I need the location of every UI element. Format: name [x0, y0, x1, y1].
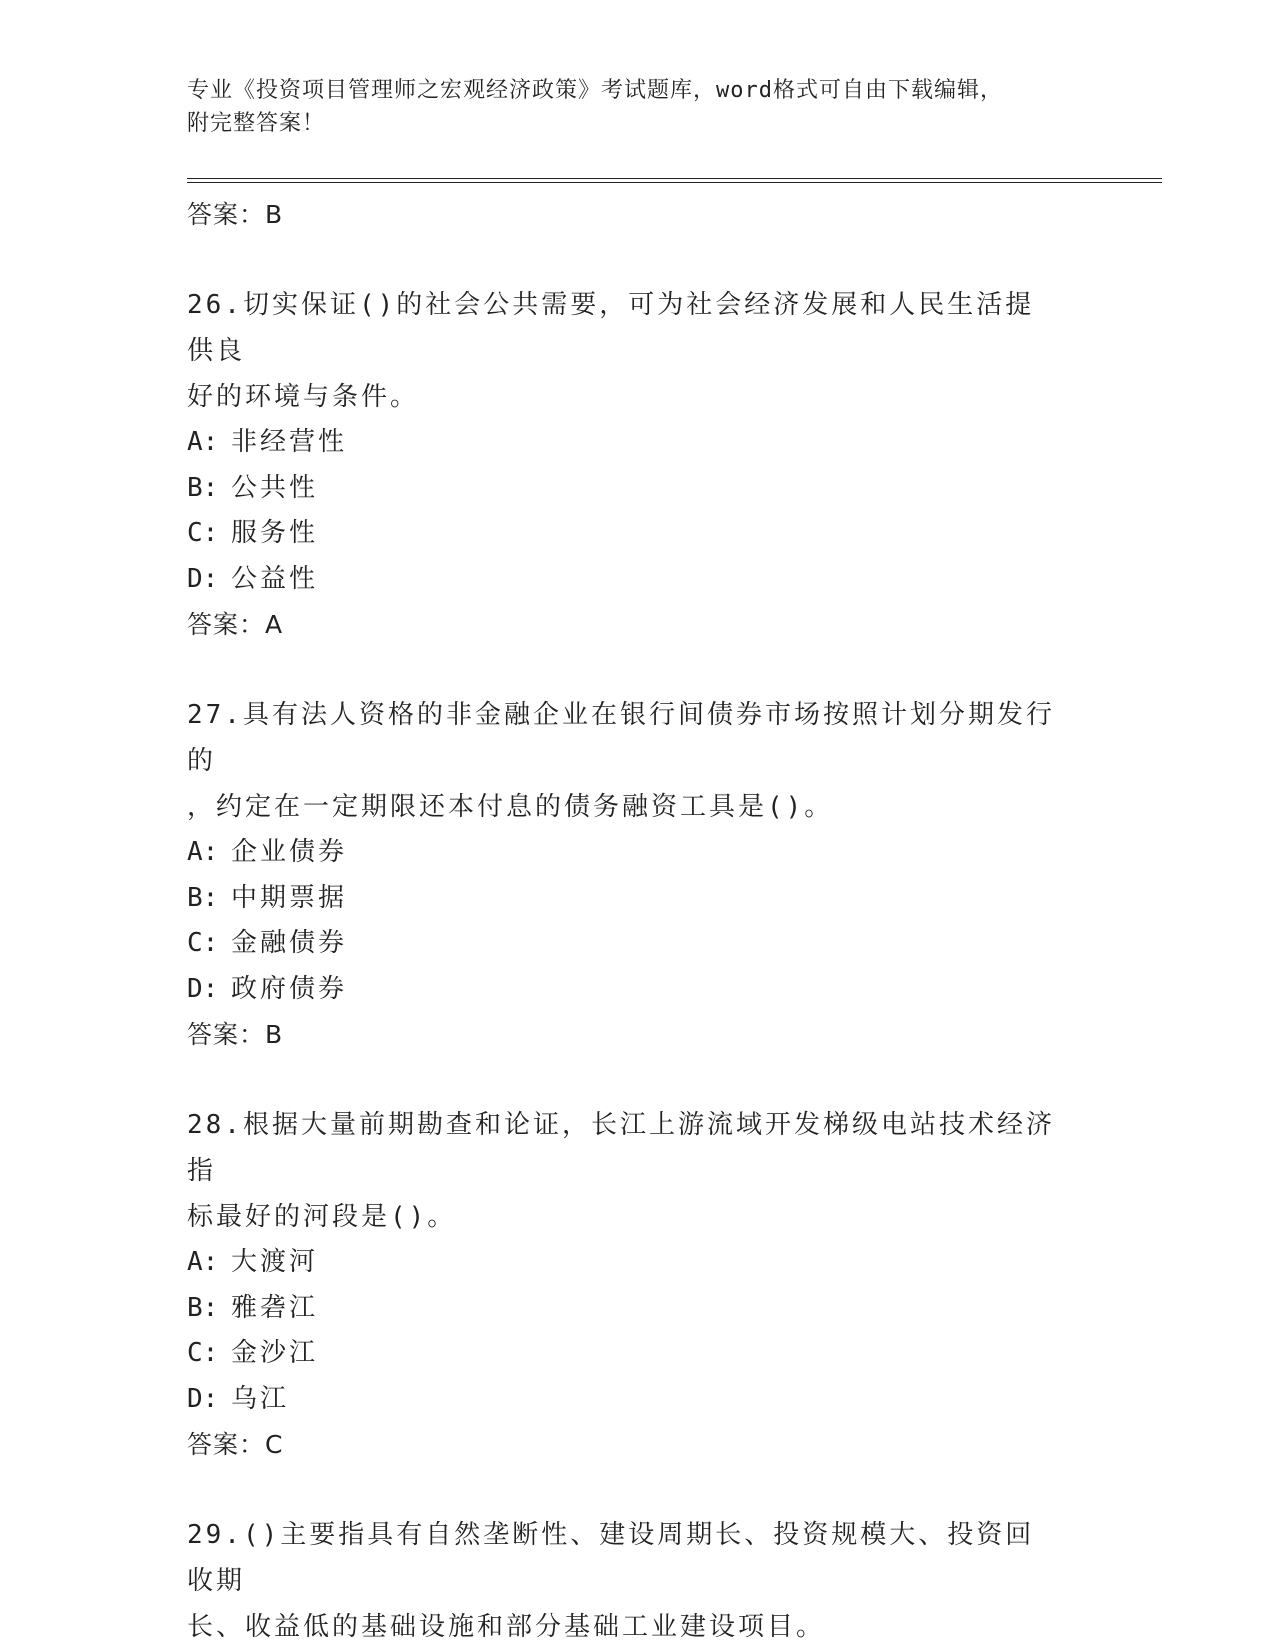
- option-text: 政府债券: [231, 973, 348, 1004]
- header-line-2: 附完整答案！: [187, 111, 326, 136]
- question-stem: [187, 692, 1057, 830]
- answer-line: 答案：A: [187, 610, 284, 639]
- option-text: 非经营性: [231, 427, 348, 457]
- option-text: 企业债券: [231, 837, 348, 867]
- header-divider: [187, 178, 1162, 183]
- option-d: [187, 1377, 1087, 1423]
- question-stem-line: 29.()主要指具有自然垄断性、建设周期长、投资规模大、投资回收期: [187, 1520, 1035, 1596]
- question-28: [187, 1102, 1087, 1468]
- option-b: [187, 1286, 1087, 1332]
- question-stem-line: 28.根据大量前期勘查和论证，长江上游流域开发梯级电站技术经济指: [187, 1110, 1055, 1186]
- option-letter: B:: [187, 882, 219, 913]
- option-a: [187, 1240, 1087, 1286]
- option-letter: D:: [187, 973, 219, 1004]
- question-26: [187, 282, 1087, 648]
- option-c: [187, 1331, 1087, 1377]
- question-stem-line: 26.切实保证()的社会公共需要，可为社会经济发展和人民生活提供良: [187, 290, 1035, 366]
- option-b: [187, 466, 1087, 512]
- option-text: 雅砻江: [231, 1292, 319, 1323]
- option-text: 中期票据: [231, 882, 348, 913]
- option-letter: C:: [187, 1338, 219, 1368]
- question-stem: [187, 1102, 1057, 1240]
- question-stem-line: 标最好的河段是()。: [187, 1202, 457, 1232]
- option-c: [187, 921, 1087, 967]
- question-27: [187, 692, 1087, 1058]
- question-stem: [187, 1512, 1057, 1650]
- option-letter: A:: [187, 1247, 219, 1277]
- option-text: 大渡河: [231, 1247, 319, 1277]
- option-text: 公共性: [231, 472, 319, 503]
- option-d: [187, 967, 1087, 1013]
- option-text: 乌江: [231, 1383, 290, 1414]
- option-a: [187, 420, 1087, 466]
- option-b: [187, 876, 1087, 922]
- option-d: [187, 557, 1087, 603]
- question-stem-line: ，约定在一定期限还本付息的债务融资工具是()。: [187, 792, 834, 822]
- option-text: 金沙江: [231, 1338, 319, 1368]
- option-letter: A:: [187, 837, 219, 867]
- option-a: [187, 830, 1087, 876]
- question-stem: [187, 282, 1057, 420]
- option-text: 金融债券: [231, 928, 348, 958]
- question-stem-line: 27.具有法人资格的非金融企业在银行间债券市场按照计划分期发行的: [187, 700, 1055, 776]
- question-stem-line: 长、收益低的基础设施和部分基础工业建设项目。: [187, 1612, 826, 1642]
- document-header: [187, 74, 1067, 140]
- option-text: 服务性: [231, 518, 319, 548]
- option-c: [187, 511, 1087, 557]
- option-letter: D:: [187, 563, 219, 594]
- option-letter: D:: [187, 1383, 219, 1414]
- answer-line: 答案：B: [187, 200, 284, 229]
- question-stem-line: 好的环境与条件。: [187, 382, 420, 412]
- header-line-1: 专业《投资项目管理师之宏观经济政策》考试题库，word格式可自由下载编辑，: [187, 78, 1003, 103]
- question-29: [187, 1512, 1087, 1650]
- answer-line: 答案：B: [187, 1020, 284, 1049]
- answer-line: 答案：C: [187, 1430, 284, 1459]
- option-letter: A:: [187, 427, 219, 457]
- option-letter: C:: [187, 928, 219, 958]
- question-list: [187, 192, 1087, 1650]
- option-letter: C:: [187, 518, 219, 548]
- option-letter: B:: [187, 1292, 219, 1323]
- option-text: 公益性: [231, 563, 319, 594]
- option-letter: B:: [187, 472, 219, 503]
